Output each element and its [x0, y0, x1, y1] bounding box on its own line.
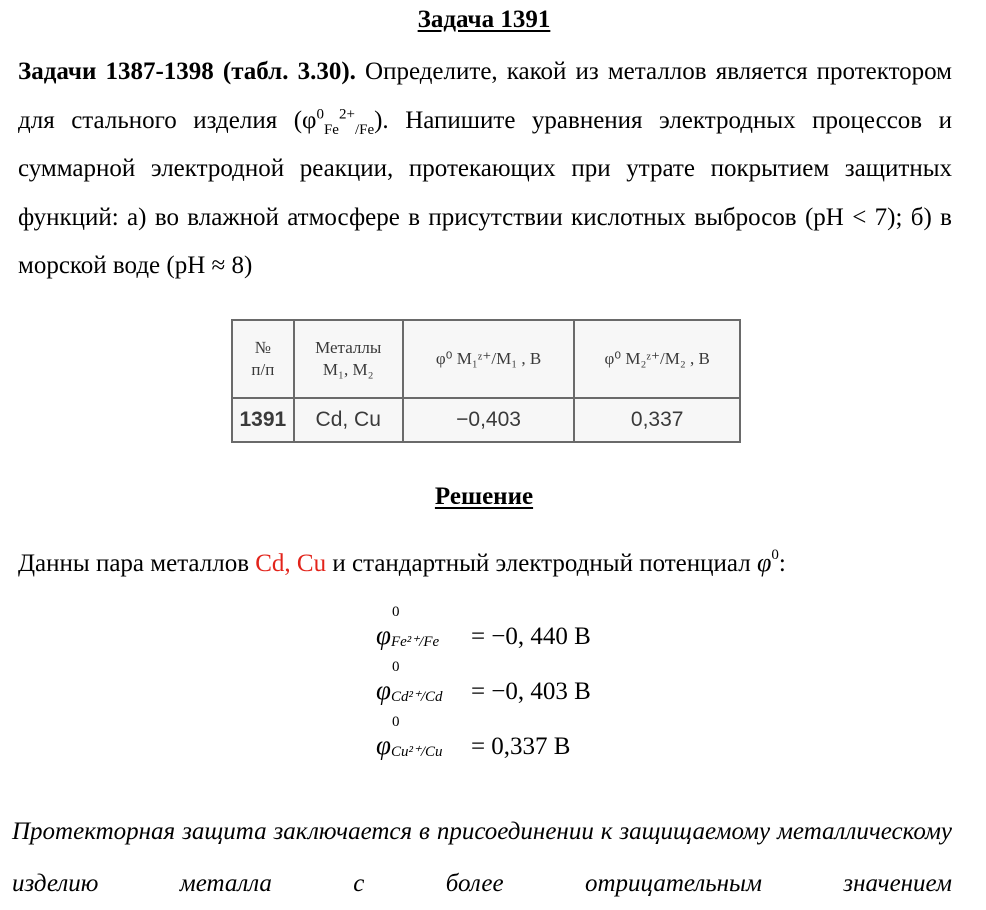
header-phi2: φ⁰ M₂ᶻ⁺/M₂ , В	[574, 320, 740, 398]
metals-highlight: Cd, Cu	[255, 550, 327, 577]
phi-superscript: 0	[316, 106, 324, 123]
data-table	[231, 319, 741, 443]
equation-cu: φ 0 Cu²⁺/Cu = 0,337 В	[376, 714, 571, 760]
cell-phi2: 0,337	[574, 398, 740, 442]
problem-text-1: Определите, какой из металлов является протектором для стального изделия (φ	[18, 58, 953, 134]
cell-metals: Cd, Cu	[294, 398, 403, 442]
phi-symbol: φ	[756, 548, 772, 577]
fe-charge: 2+	[338, 106, 355, 123]
header-metals: Металлы M₁, M₂	[294, 320, 403, 398]
fe-subscript-2: /Fe	[354, 121, 375, 138]
protector-explanation: Протекторная защита заключается в присоединении к защищаемому металлическому изделию металла с более отрицательным значением	[12, 818, 952, 897]
equation-cd: φ 0 Cd²⁺/Cd = −0, 403 В	[376, 659, 591, 705]
problem-statement	[18, 48, 952, 291]
problem-title: Задача 1391	[417, 6, 551, 33]
cell-number: 1391	[232, 398, 294, 442]
problem-lead: Задачи 1387-1398 (табл. 3.30).	[18, 58, 356, 85]
given-line: Данны пара металлов Cd, Cu и стандартный электродный потенциал $\varphi^0$:	[18, 547, 786, 577]
equation-fe: φ 0 Fe²⁺/Fe = −0, 440 В	[376, 604, 591, 650]
problem-text-2: ). Напишите уравнения электродных процессов и суммарной электродной реакции, протекающих при утрате покрытием защитных функций: а) во влажной атмосфере в присутствии кислотных выбросов (pH < 7); б) в морской воде (pH ≈ 8)	[18, 106, 952, 279]
solution-title: Решение	[434, 483, 534, 510]
fe-subscript: Fe	[323, 121, 339, 138]
header-number: № п/п	[232, 320, 294, 398]
header-phi1: φ⁰ M₁ᶻ⁺/M₁ , В	[403, 320, 575, 398]
cell-phi1: −0,403	[403, 398, 575, 442]
